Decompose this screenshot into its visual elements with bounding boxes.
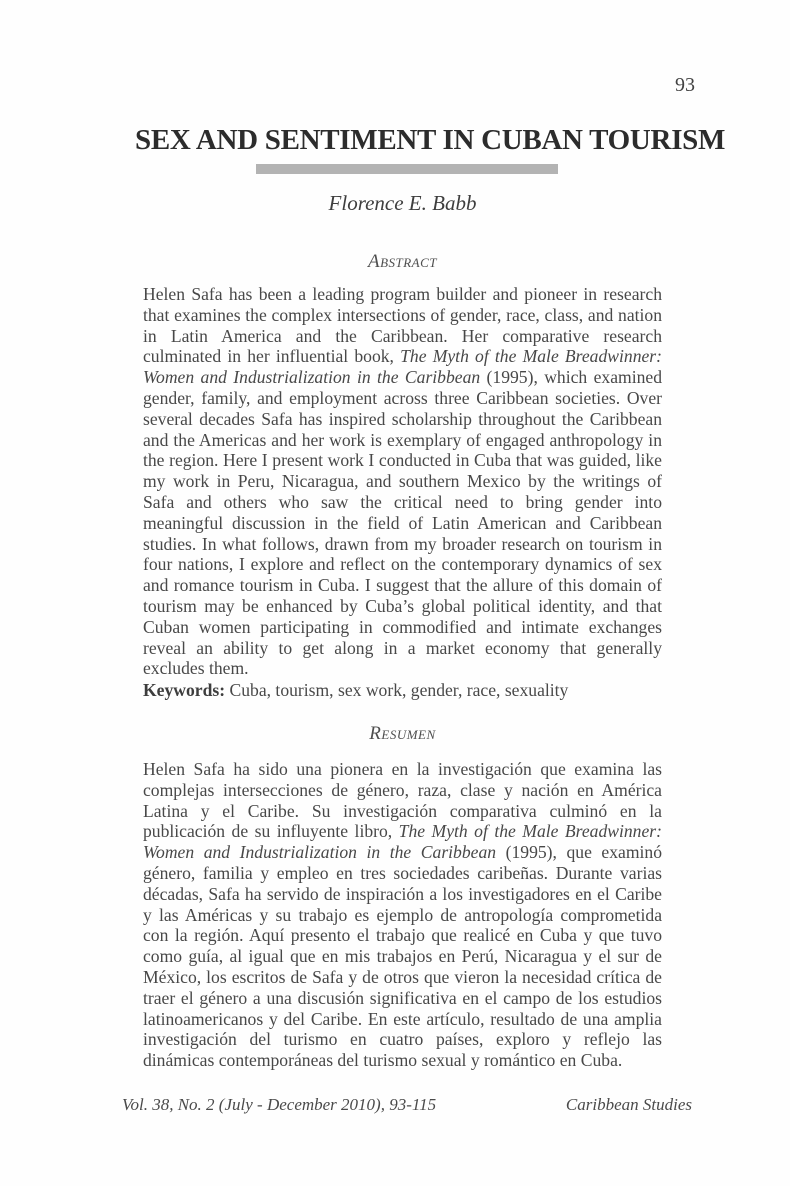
resumen-heading: Resumen	[369, 723, 436, 744]
page-number: 93	[675, 74, 695, 96]
footer-citation: Vol. 38, No. 2 (July - December 2010), 93-115	[122, 1095, 437, 1114]
resumen-paragraph: Helen Safa ha sido una pionera en la investigación que examina las complejas intersecciones de género, raza, clase y nación en América Latina y el Caribe. Su investigación comparativa culminó en la publicación de su influyente libro, The Myth of the Male Breadwinner: Women and Industrialization in the Caribbean (1995), que examinó género, familia y empleo en tres sociedades caribeñas. Durante varias décadas, Safa ha servido de inspiración a los investigadores en el Caribe y las Américas y su trabajo es ejemplo de antropología comprometida con la región. Aquí presento el trabajo que realicé en Cuba y que tuvo como guía, al igual que en mis trabajos en Perú, Nicaragua y el sur de México, los escritos de Safa y de otros que vieron la necesidad crítica de traer el género a una discusión significativa en el campo de los estudios latinoamericanos y del Caribe. En este artículo, resultado de una amplia investigación del turismo en cuatro países, exploro y reflejo las dinámicas contemporáneas del turismo sexual y romántico en Cuba.	[143, 759, 663, 1071]
keywords-text: Cuba, tourism, sex work, gender, race, sexuality	[225, 680, 569, 700]
page-footer	[122, 1095, 692, 1115]
abstract-heading: Abstract	[367, 251, 438, 272]
author-name: Florence E. Babb	[328, 191, 477, 215]
title-rule	[256, 164, 558, 174]
keywords-line	[143, 680, 662, 701]
abstract-paragraph: Helen Safa has been a leading program builder and pioneer in research that examines the complex intersections of gender, race, class, and nation in Latin America and the Caribbean. Her comparative research culminated in her influential book, The Myth of the Male Breadwinner: Women and Industrialization in the Caribbean (1995), which examined gender, family, and employment across three Caribbean societies. Over several decades Safa has inspired scholarship throughout the Caribbean and the Americas and her work is exemplary of engaged anthropology in the region. Here I present work I conducted in Cuba that was guided, like my work in Peru, Nicaragua, and southern Mexico by the writings of Safa and others who saw the critical need to bring gender into meaningful discussion in the field of Latin American and Caribbean studies. In what follows, drawn from my broader research on tourism in four nations, I explore and reflect on the contemporary dynamics of sex and romance tourism in Cuba. I suggest that the allure of this domain of tourism may be enhanced by Cuba’s global political identity, and that Cuban women participating in commodified and intimate exchanges reveal an ability to get along in a market economy that generally excludes them.	[143, 284, 663, 679]
article-title: SEX AND SENTIMENT IN CUBAN TOURISM	[135, 124, 726, 156]
footer-journal: Caribbean Studies	[565, 1095, 692, 1114]
keywords-label: Keywords:	[143, 680, 226, 700]
